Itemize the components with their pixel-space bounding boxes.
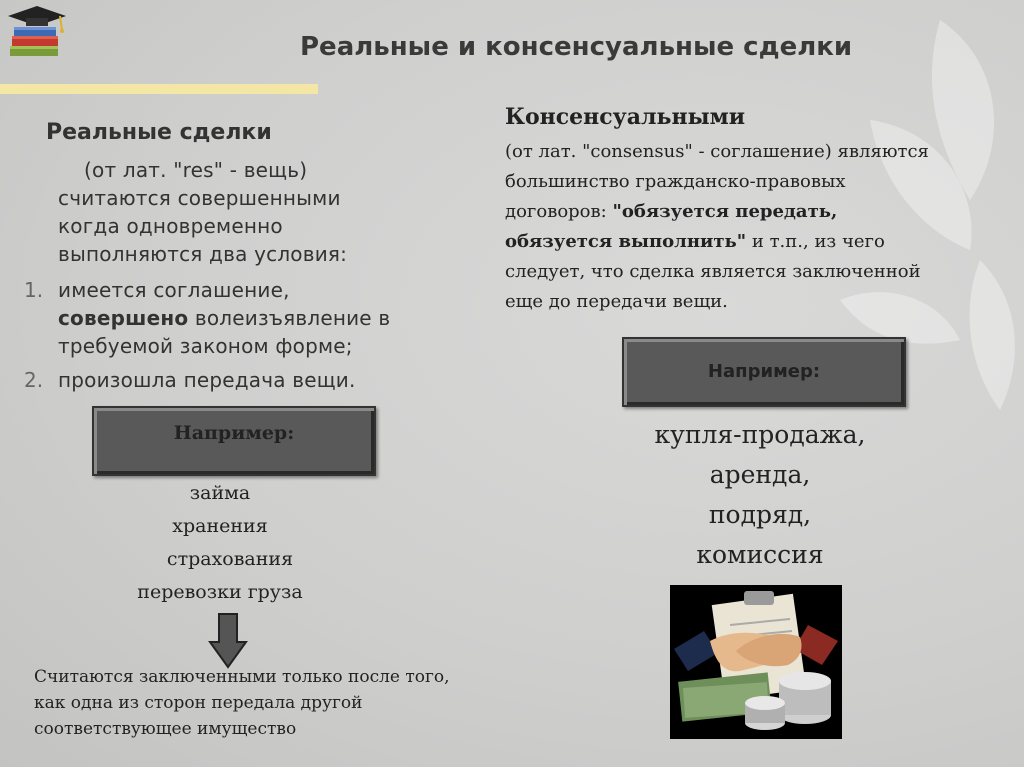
right-text-line: (от лат. "consensus" - соглашение) являются: [505, 141, 929, 162]
right-text-line: [505, 228, 885, 256]
left-example-item: страхования: [166, 548, 294, 570]
handshake-image: [670, 585, 842, 739]
left-origin: (от лат. "res" - вещь): [84, 158, 308, 182]
right-example-item: купля-продажа,: [654, 420, 866, 449]
down-arrow-icon: [208, 612, 248, 670]
left-example-item: хранения: [172, 515, 268, 537]
right-text-bold: "обязуется передать,: [612, 201, 838, 222]
right-text-line: [505, 198, 837, 226]
right-example-item: аренда,: [709, 460, 811, 489]
right-example-item: комиссия: [696, 540, 824, 569]
condition-number: 1.: [24, 278, 44, 302]
left-heading: Реальные сделки: [46, 120, 272, 145]
right-text-line: следует, что сделка является заключенной: [505, 261, 921, 282]
page-title: Реальные и консенсуальные сделки: [300, 32, 853, 62]
title-accent-bar: [0, 84, 318, 94]
left-body-line: выполняются два условия:: [58, 242, 348, 266]
right-text-plain: договоров:: [505, 201, 613, 222]
condition-line: [58, 304, 390, 332]
left-example-box: Например:: [92, 406, 376, 476]
condition-line: произошла передача вещи.: [58, 368, 356, 392]
condition-line: требуемой законом форме;: [58, 334, 353, 358]
right-text-line: еще до передачи вещи.: [505, 291, 728, 312]
condition-number: 2.: [24, 368, 44, 392]
left-body-line: считаются совершенными: [58, 186, 341, 210]
graduation-books-logo: [4, 2, 70, 68]
condition-bold: совершено: [58, 306, 189, 330]
left-note: Считаются заключенными только после того, как одна из сторон передала другой соответствующее имущество: [34, 667, 450, 739]
right-example-box: Например:: [622, 337, 906, 407]
right-text-plain: и т.п., из чего: [746, 231, 885, 252]
condition-rest: волеизъявление в: [188, 306, 391, 330]
left-example-item: перевозки груза: [137, 581, 303, 603]
right-text-bold: обязуется выполнить": [505, 231, 747, 252]
condition-line: имеется соглашение,: [58, 278, 290, 302]
right-heading: Консенсуальными: [505, 104, 746, 130]
left-body-line: когда одновременно: [58, 214, 283, 238]
right-text-line: большинство гражданско-правовых: [505, 171, 846, 192]
right-example-item: подряд,: [708, 500, 812, 529]
left-example-item: займа: [189, 482, 251, 504]
